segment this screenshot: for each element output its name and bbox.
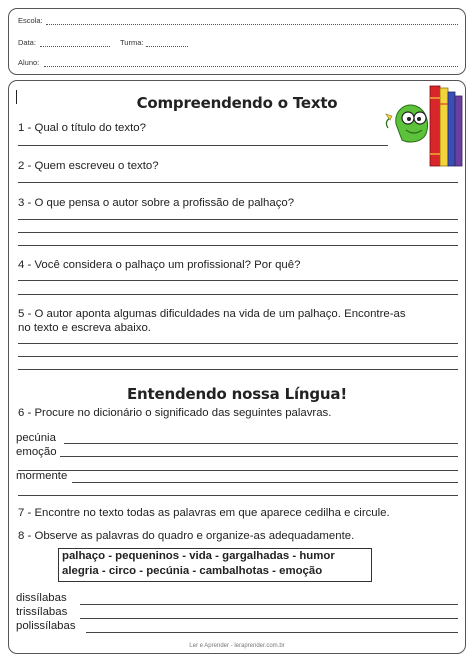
date-label: Data: — [18, 38, 36, 47]
category-dissilabas: dissílabas — [16, 592, 67, 604]
answer-line-5b[interactable] — [18, 356, 458, 357]
school-label: Escola: — [18, 16, 43, 25]
student-label: Aluno: — [18, 58, 40, 67]
class-field[interactable] — [146, 46, 188, 47]
category-trissilabas: trissílabas — [16, 606, 68, 618]
date-field[interactable] — [40, 46, 110, 47]
section-title-comprehension: Compreendendo o Texto — [136, 94, 338, 112]
question-7: 7 - Encontre no texto todas as palavras em que aparece cedilha e circule. — [18, 507, 390, 519]
question-5-line-1: 5 - O autor aponta algumas dificuldades na vida de um palhaço. Encontre-as — [18, 308, 406, 320]
school-field[interactable] — [46, 24, 458, 25]
answer-line-5c[interactable] — [18, 369, 458, 370]
question-8: 8 - Observe as palavras do quadro e organize-as adequadamente. — [18, 530, 355, 542]
answer-line-mormente[interactable] — [72, 482, 458, 483]
question-6: 6 - Procure no dicionário o significado das seguintes palavras. — [18, 407, 332, 419]
section-title-language: Entendendo nossa Língua! — [127, 385, 347, 403]
answer-line-5a[interactable] — [18, 343, 458, 344]
answer-line-pecunia[interactable] — [64, 443, 458, 444]
answer-line-3a[interactable] — [18, 219, 458, 220]
answer-line-3b[interactable] — [18, 232, 458, 233]
answer-line-2[interactable] — [18, 182, 458, 183]
question-5-line-2: no texto e escreva abaixo. — [18, 322, 151, 334]
question-3: 3 - O que pensa o autor sobre a profissão de palhaço? — [18, 197, 295, 209]
word-box-line-1: palhaço - pequeninos - vida - gargalhadas - humor — [62, 550, 335, 562]
question-1: 1 - Qual o título do texto? — [18, 122, 146, 134]
answer-line-emocao[interactable] — [60, 456, 458, 457]
answer-line-1[interactable] — [18, 145, 388, 146]
word-box-line-2: alegria - circo - pecúnia - cambalhotas - emoção — [62, 565, 323, 577]
answer-line-dissilabas[interactable] — [80, 604, 458, 605]
word-mormente: mormente — [16, 470, 68, 482]
footer-credit: Ler e Aprender - leraprender.com.br — [189, 643, 285, 649]
answer-line-extra[interactable] — [18, 470, 458, 471]
answer-line-trissilabas[interactable] — [80, 618, 458, 619]
question-2: 2 - Quem escreveu o texto? — [18, 160, 159, 172]
answer-line-4a[interactable] — [18, 280, 458, 281]
answer-line-6-end[interactable] — [18, 495, 458, 496]
class-label: Turma: — [120, 38, 144, 47]
question-4: 4 - Você considera o palhaço um profissional? Por quê? — [18, 259, 301, 271]
category-polissilabas: polissílabas — [16, 620, 76, 632]
header-box — [8, 8, 466, 75]
answer-line-3c[interactable] — [18, 245, 458, 246]
answer-line-polissilabas[interactable] — [86, 632, 458, 633]
word-pecunia: pecúnia — [16, 432, 56, 444]
answer-line-4b[interactable] — [18, 294, 458, 295]
student-field[interactable] — [44, 66, 458, 67]
word-emocao: emoção — [16, 446, 57, 458]
